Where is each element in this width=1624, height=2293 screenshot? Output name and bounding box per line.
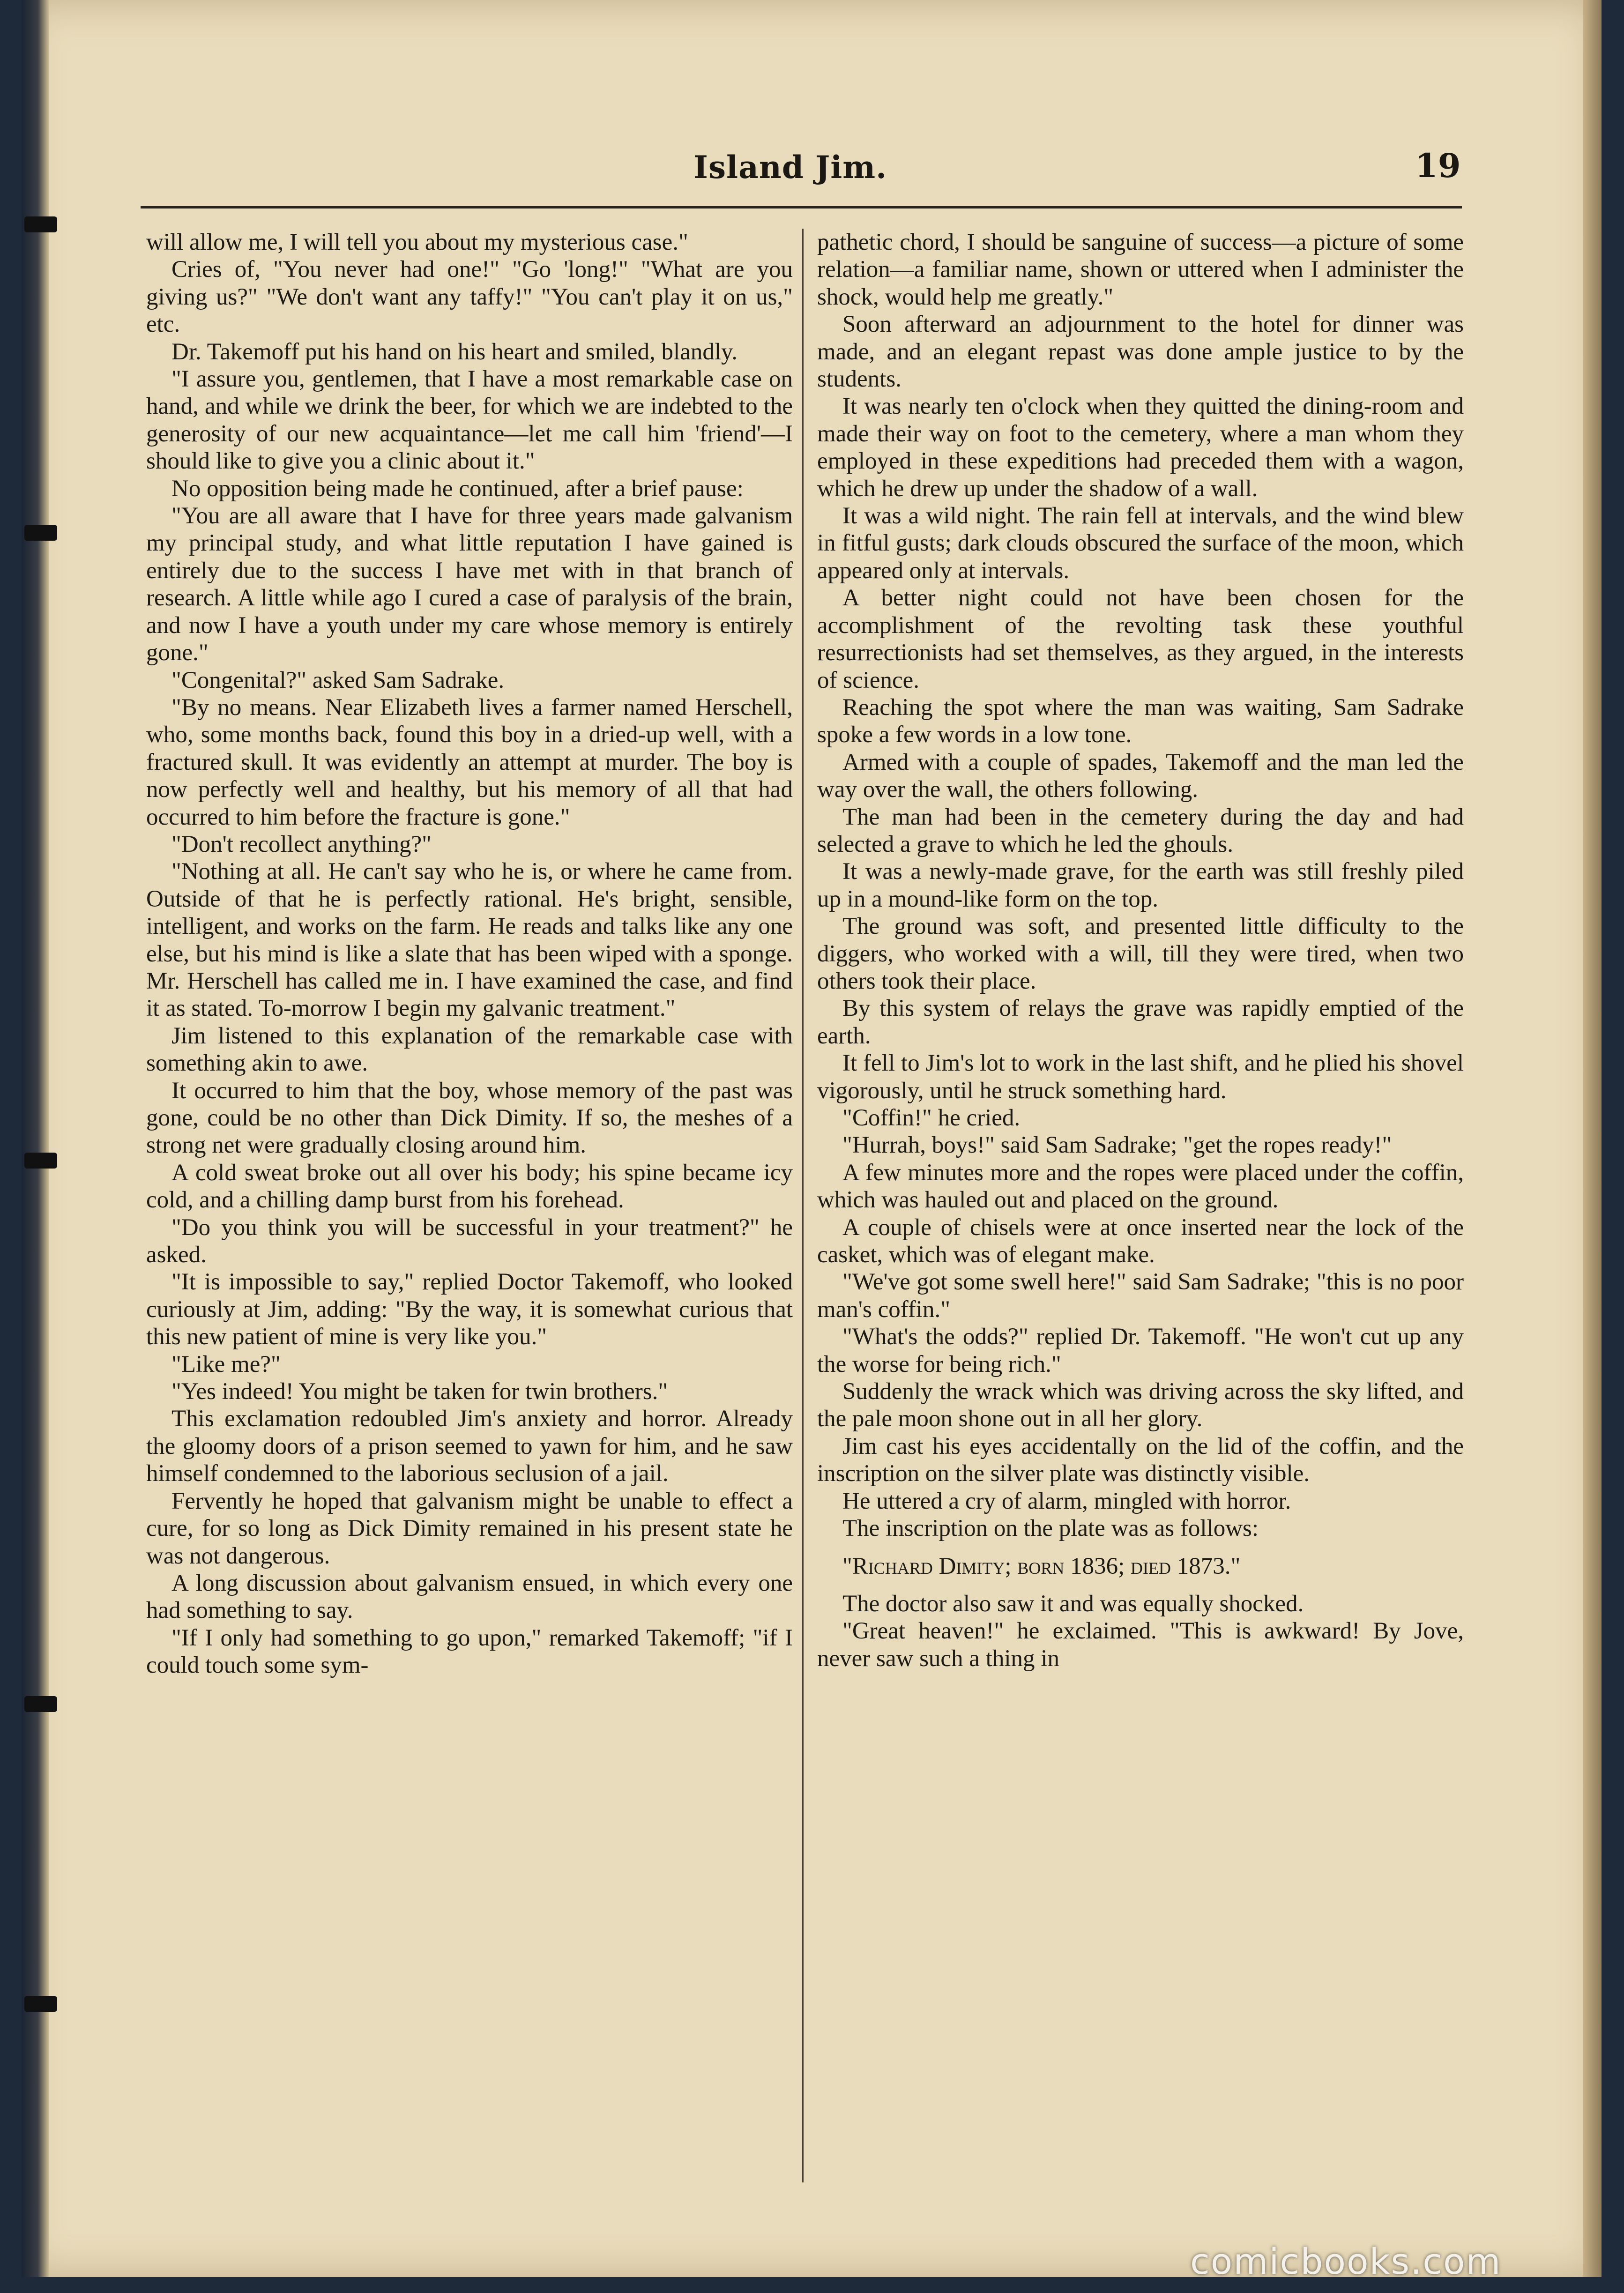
paragraph: "We've got some swell here!" said Sam Sadrake; "this is no poor man's coffin.": [817, 1269, 1464, 1323]
paragraph: "It is impossible to say," replied Doctor Takemoff, who looked curiously at Jim, adding: "By the way, it is somewhat curious that this new patient of mine is very like you.": [146, 1269, 793, 1350]
paragraph: A better night could not have been chosen for the accomplishment of the revolting task these youthful resurrectionists had set themselves, as they argued, in the interests of science.: [817, 585, 1464, 693]
paragraph: "Coffin!" he cried.: [842, 1105, 1021, 1131]
paragraph: "If I only had something to go upon," remarked Takemoff; "if I could touch some sym-: [146, 1624, 793, 1679]
paragraph: "What's the odds?" replied Dr. Takemoff. "He won't cut up any the worse for being rich.": [817, 1324, 1464, 1377]
paragraph: Soon afterward an adjournment to the hotel for dinner was made, and an elegant repast was done ample justice to by the students.: [817, 311, 1464, 393]
paragraph: "Yes indeed! You might be taken for twin brothers.": [171, 1378, 668, 1405]
paragraph: This exclamation redoubled Jim's anxiety and horror. Already the gloomy doors of a prison seemed to yawn for him, and he saw himself condemned to the laborious seclusion of a jail.: [146, 1406, 793, 1487]
paragraph: A cold sweat broke out all over his body; his spine became icy cold, and a chilling damp burst from his forehead.: [146, 1159, 793, 1214]
paragraph: The inscription on the plate was as follows:: [842, 1515, 1259, 1542]
binding-stitch: [24, 216, 57, 232]
paragraph: It occurred to him that the boy, whose memory of the past was gone, could be no other than Dick Dimity. If so, the meshes of a strong net were gradually closing around him.: [146, 1077, 793, 1159]
paragraph: Dr. Takemoff put his hand on his heart and smiled, blandly.: [171, 338, 738, 365]
paragraph: "Like me?": [171, 1351, 281, 1377]
paragraph: "Do you think you will be successful in your treatment?" he asked.: [146, 1214, 793, 1268]
paragraph: "You are all aware that I have for three years made galvanism my principal study, and what little reputation I have gained is entirely due to the success I have met with in that branch of research. A little while ago I cured a case of paralysis of the brain, and now I have a youth under my care whose memory is entirely gone.": [146, 503, 793, 666]
paragraph: A few minutes more and the ropes were placed under the coffin, which was hauled out and placed on the ground.: [817, 1159, 1464, 1214]
binding-stitch: [24, 1696, 57, 1712]
paragraph: Suddenly the wrack which was driving across the sky lifted, and the pale moon shone out in all her glory.: [817, 1378, 1464, 1432]
paragraph: "Great heaven!" he exclaimed. "This is awkward! By Jove, never saw such a thing in: [817, 1618, 1464, 1672]
paragraph: The doctor also saw it and was equally shocked.: [842, 1590, 1304, 1617]
paragraph: It was a wild night. The rain fell at intervals, and the wind blew in fitful gusts; dark clouds obscured the surface of the moon, which appeared only at intervals.: [817, 503, 1464, 584]
page-edge: [1583, 0, 1602, 2277]
column-divider: [802, 229, 804, 2182]
header-rule: [141, 206, 1462, 208]
paragraph: A couple of chisels were at once inserted near the lock of the casket, which was of elegant make.: [817, 1214, 1464, 1268]
paragraph: He uttered a cry of alarm, mingled with horror.: [842, 1488, 1291, 1514]
paragraph: No opposition being made he continued, after a brief pause:: [171, 475, 744, 502]
paragraph: "Don't recollect anything?": [171, 831, 432, 857]
paragraph: It was nearly ten o'clock when they quitted the dining-room and made their way on foot to the cemetery, where a man whom they employed in these expeditions had preceded them with a wagon, which he drew up under the shadow of a wall.: [817, 393, 1464, 502]
page-binding: [22, 0, 49, 2277]
paragraph: Armed with a couple of spades, Takemoff and the man led the way over the wall, the others following.: [817, 749, 1464, 803]
running-title: Island Jim.: [693, 149, 887, 186]
paragraph: By this system of relays the grave was rapidly emptied of the earth.: [817, 995, 1464, 1049]
paragraph: "Congenital?" asked Sam Sadrake.: [171, 667, 505, 693]
paragraph: Jim listened to this explanation of the remarkable case with something akin to awe.: [146, 1022, 793, 1077]
paragraph: It was a newly-made grave, for the earth was still freshly piled up in a mound-like form on the top.: [817, 858, 1464, 912]
paragraph: It fell to Jim's lot to work in the last shift, and he plied his shovel vigorously, until he struck something hard.: [817, 1050, 1464, 1104]
coffin-inscription: "Richard Dimity; born 1836; died 1873.": [842, 1553, 1241, 1579]
paragraph: will allow me, I will tell you about my mysterious case.": [146, 229, 688, 255]
site-watermark: comicbooks.com: [1190, 2241, 1502, 2282]
paragraph: The ground was soft, and presented little difficulty to the diggers, who worked with a will, till they were tired, when two others took their place.: [817, 913, 1464, 994]
paragraph: Reaching the spot where the man was waiting, Sam Sadrake spoke a few words in a low tone.: [817, 694, 1464, 748]
paragraph: Fervently he hoped that galvanism might be unable to effect a cure, for so long as Dick Dimity remained in his present state he was not dangerous.: [146, 1488, 793, 1569]
paragraph: A long discussion about galvanism ensued, in which every one had something to say.: [146, 1570, 793, 1624]
binding-stitch: [24, 1996, 57, 2012]
paragraph: Jim cast his eyes accidentally on the lid of the coffin, and the inscription on the silver plate was distinctly visible.: [817, 1433, 1464, 1487]
paragraph: Cries of, "You never had one!" "Go 'long!" "What are you giving us?" "We don't want any taffy!" "You can't play it on us," etc.: [146, 256, 793, 338]
binding-stitch: [24, 1153, 57, 1169]
paragraph: pathetic chord, I should be sanguine of success—a picture of some relation—a familiar name, shown or uttered when I administer the shock, would help me greatly.": [817, 229, 1464, 310]
paragraph: "Nothing at all. He can't say who he is, or where he came from. Outside of that he is perfectly rational. He's bright, sensible, intelligent, and works on the farm. He reads and talks like any one else, but his mind is like a slate that has been wiped with a sponge. Mr. Herschell has called me in. I have examined the case, and find it as stated. To-morrow I begin my galvanic treatment.": [146, 858, 793, 1022]
left-column: [146, 229, 793, 1679]
paragraph: The man had been in the cemetery during the day and had selected a grave to which he led the ghouls.: [817, 804, 1464, 857]
page-number: 19: [1415, 146, 1461, 185]
paragraph: "Hurrah, boys!" said Sam Sadrake; "get the ropes ready!": [842, 1132, 1392, 1159]
paragraph: "By no means. Near Elizabeth lives a farmer named Herschell, who, some months back, found this boy in a dried-up well, with a fractured skull. It was evidently an attempt at murder. The boy is now perfectly well and healthy, but his memory of all that had occurred to him before the fracture is gone.": [146, 694, 793, 830]
right-column: [817, 229, 1464, 1672]
paragraph: "I assure you, gentlemen, that I have a most remarkable case on hand, and while we drink the beer, for which we are indebted to the generosity of our new acquaintance—let me call him 'friend'—I should like to give you a clinic about it.": [146, 366, 793, 475]
binding-stitch: [24, 525, 57, 541]
